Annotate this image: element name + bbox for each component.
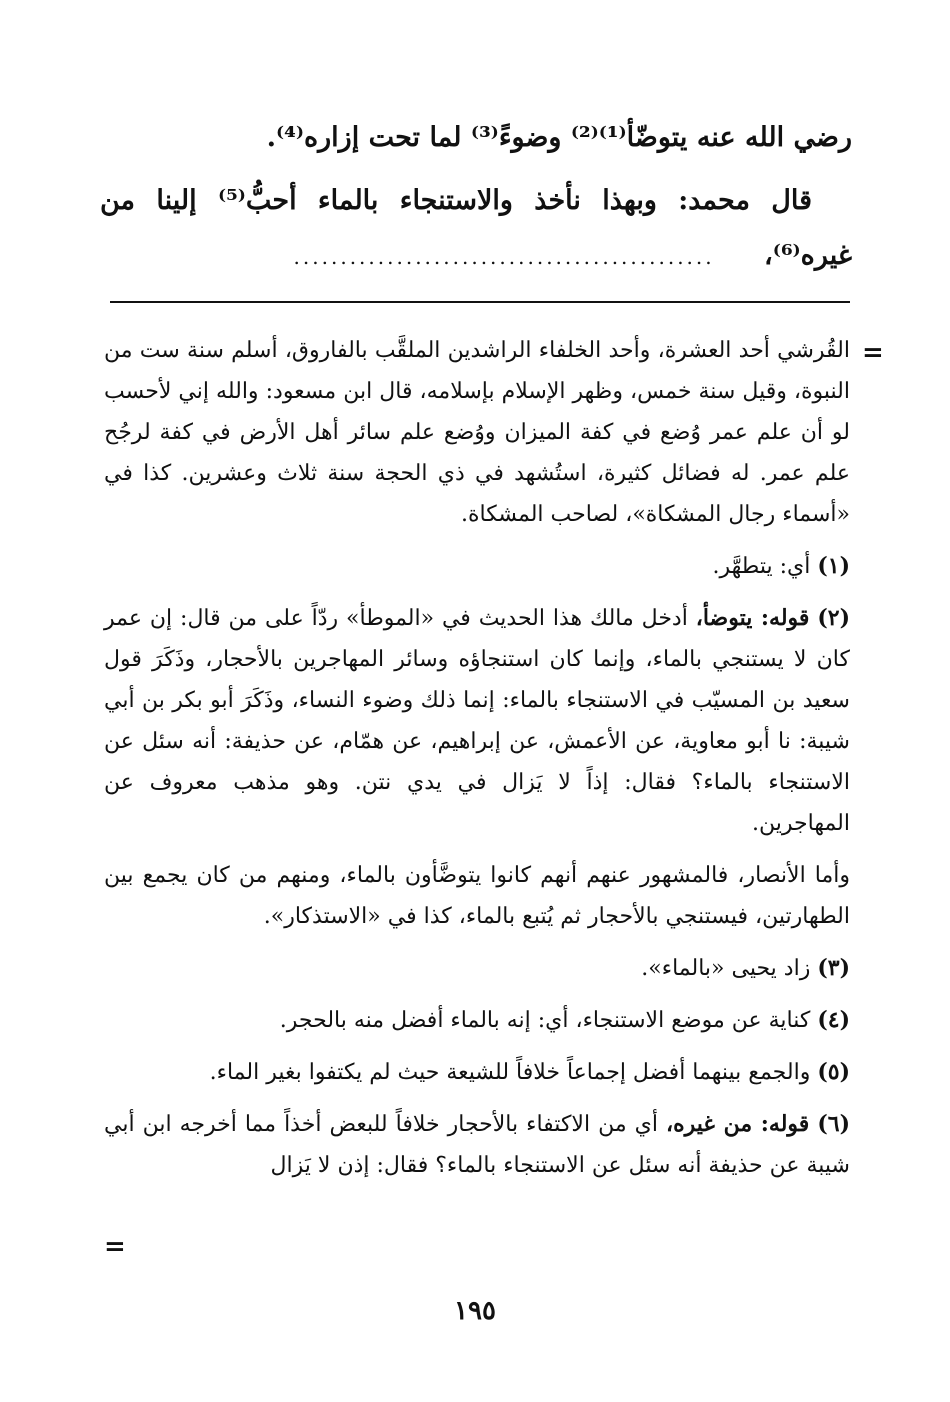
footnote-4-text: كناية عن موضع الاستنجاء، أي: إنه بالماء أفضل منه بالحجر.	[279, 1008, 811, 1033]
footnote-2-text: أدخل مالك هذا الحديث في «الموطأ» ردّاً على من قال: إن عمر كان لا يستنجي بالماء، وإنما كان استنجاؤه وسائر المهاجرين بالأحجار، وذَكَرَ قول سعيد بن المسيّب في الاستنجاء بالماء: إنما ذلك وضوء النساء، وذَكَرَ أبو بكر بن أبي شيبة: نا أبو معاوية، عن الأعمش، عن إبراهيم، عن همّام، عن حذيفة: أنه سئل عن الاستنجاء بالماء؟ فقال: إذاً لا يَزال في يدي نتن. وهو مذهب معروف عن المهاجرين.	[104, 606, 850, 836]
footnote-6-number: (٦)	[817, 1111, 850, 1137]
main-line-1: رضي الله عنه يتوضّأ⁽¹⁾⁽²⁾ وضوءً⁽³⁾ لما تحت إزاره⁽⁴⁾.	[266, 122, 852, 153]
footnote-5-number: (٥)	[817, 1059, 850, 1085]
footnote-3	[104, 948, 850, 989]
main-line-2	[100, 173, 852, 285]
trailing-continuation-mark: =	[104, 1232, 126, 1262]
footnote-2	[104, 598, 850, 844]
footnote-3-number: (٣)	[817, 955, 850, 981]
ellipsis-dots: .............................................	[293, 245, 715, 269]
footnote-5-text: والجمع بينهما أفضل إجماعاً خلافاً للشيعة حيث لم يكتفوا بغير الماء.	[209, 1060, 811, 1085]
footnote-continuation: القُرشي أحد العشرة، وأحد الخلفاء الراشدين الملقَّب بالفاروق، أسلم سنة ست من النبوة، وقيل سنة خمس، وظهر الإسلام بإسلامه، قال ابن مسعود: والله إني لأحسب لو أن علم عمر وُضع في كفة الميزان ووُضع علم سائر أهل الأرض في كفة لرجُح علم عمر. له فضائل كثيرة، استُشهد في ذي الحجة سنة ثلاث وعشرين. كذا في «أسماء رجال المشكاة»، لصاحب المشكاة.	[104, 338, 850, 527]
continuation-mark: =	[862, 338, 884, 368]
footnote-3-text: زاد يحيى «بالماء».	[641, 956, 811, 981]
footnote-4	[104, 1000, 850, 1041]
footnote-1-number: (١)	[817, 553, 850, 579]
main-text	[100, 110, 852, 293]
footnote-2-number: (٢)	[817, 605, 850, 631]
main-line-2-text: قال محمد: وبهذا نأخذ والاستنجاء بالماء أحبُّ⁽⁵⁾ إلينا من غيره⁽⁶⁾،	[100, 185, 852, 271]
footnote-1	[104, 546, 850, 587]
footnotes	[104, 330, 850, 1197]
page-number: ١٩٥	[454, 1296, 496, 1326]
footnote-6-text: أي من الاكتفاء بالأحجار خلافاً للبعض أخذاً مما أخرجه ابن أبي شيبة عن حذيفة أنه سئل عن الاستنجاء بالماء؟ فقال: إذن لا يَزال	[104, 1112, 850, 1178]
footnote-6	[104, 1104, 850, 1186]
footnote-6-lead: قوله: من غيره،	[666, 1111, 810, 1137]
footnote-5	[104, 1052, 850, 1093]
footnote-separator	[110, 301, 850, 303]
footnote-4-number: (٤)	[817, 1007, 850, 1033]
footnote-2-lead: قوله: يتوضأ،	[695, 605, 810, 631]
footnote-1-text: أي: يتطهَّر.	[712, 554, 811, 579]
footnote-2-extra: وأما الأنصار، فالمشهور عنهم أنهم كانوا يتوضَّأون بالماء، ومنهم من كان يجمع بين الطهارتين، فيستنجي بالأحجار ثم يُتبع بالماء، كذا في «الاستذكار».	[104, 863, 850, 929]
